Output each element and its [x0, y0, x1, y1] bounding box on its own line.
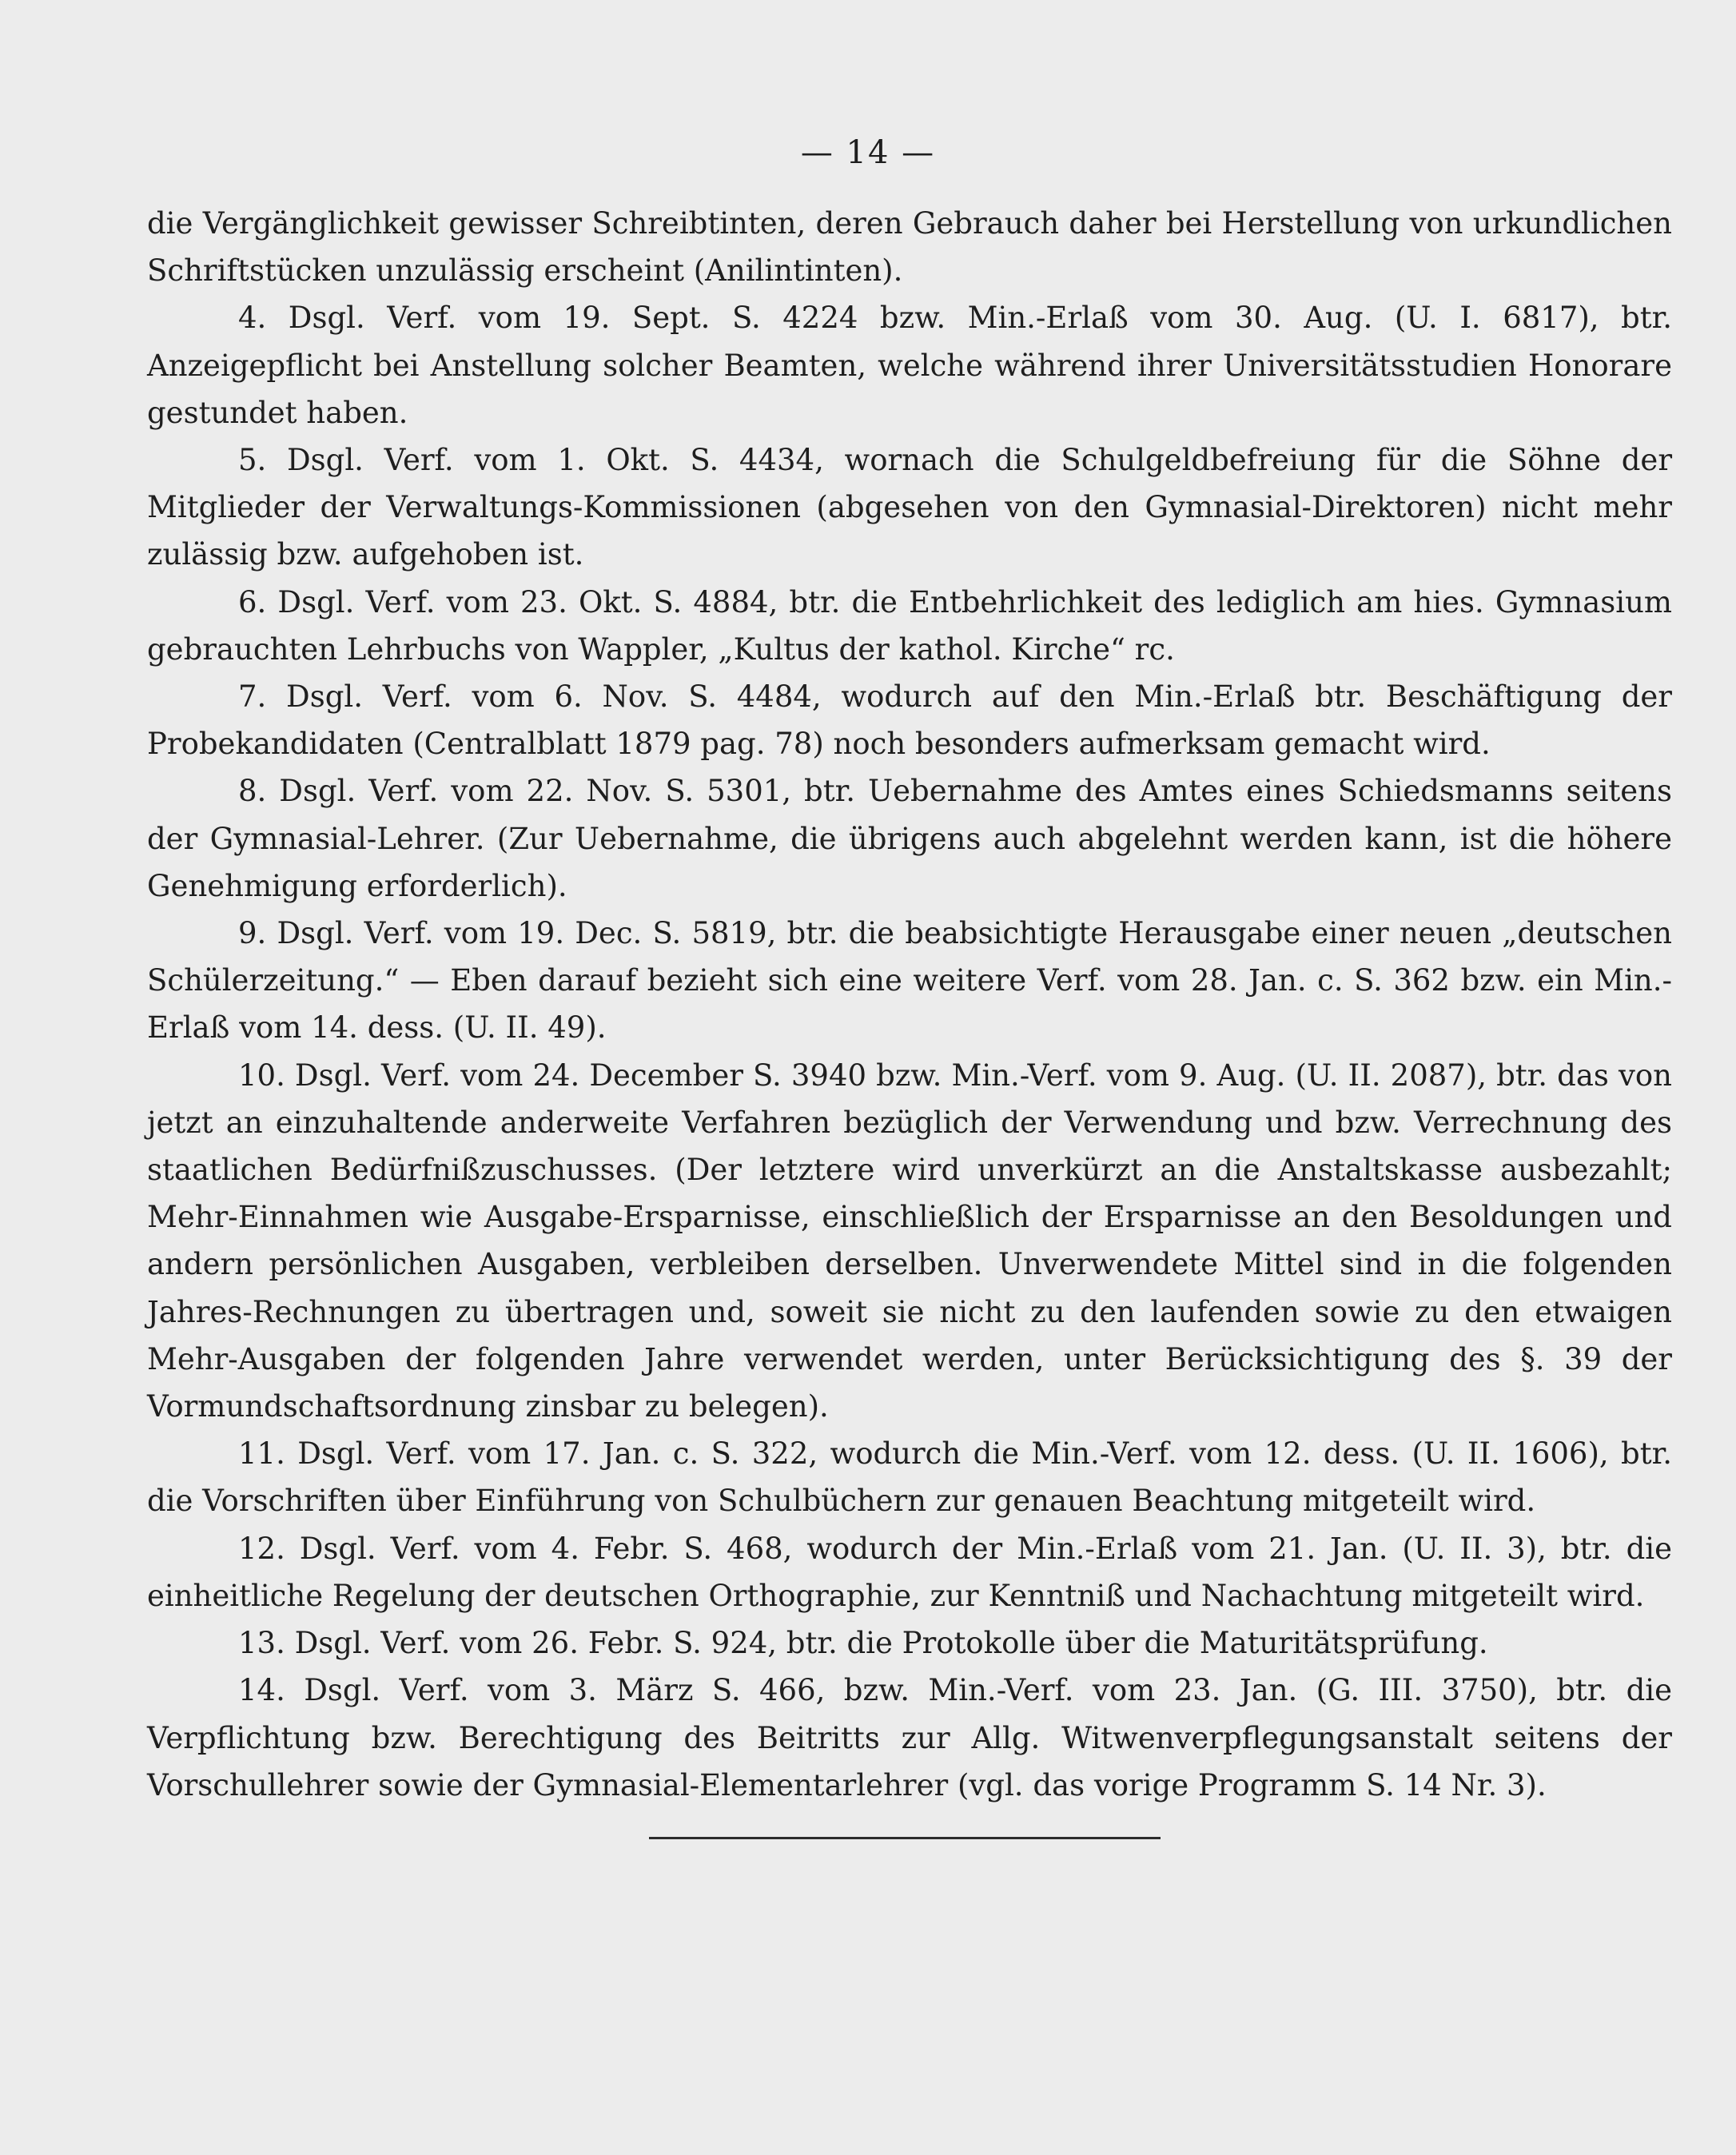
list-item-9: 9. Dsgl. Verf. vom 19. Dec. S. 5819, btr. die beabsichtigte Herausgabe einer neuen „deutschen Schülerzeitung.“ — Eben darauf bezieht sich eine weitere Verf. vom 28. Jan. c. S. 362 bzw. ein Min.-Erlaß vom 14. dess. (U. II. 49).	[147, 916, 1672, 1046]
list-item-11: 11. Dsgl. Verf. vom 17. Jan. c. S. 322, wodurch die Min.-Verf. vom 12. dess. (U. II. 1606), btr. die Vorschriften über Einführung von Schulbüchern zur genauen Beachtung mitgeteilt wird.	[147, 1436, 1672, 1519]
closing-rule	[649, 1837, 1161, 1839]
list-item-7: 7. Dsgl. Verf. vom 6. Nov. S. 4484, wodurch auf den Min.-Erlaß btr. Beschäftigung der Probekandidaten (Centralblatt 1879 pag. 78) noch besonders aufmerksam gemacht wird.	[147, 679, 1672, 762]
page-number: — 14 —	[800, 134, 936, 171]
list-item-13: 13. Dsgl. Verf. vom 26. Febr. S. 924, btr. die Protokolle über die Maturitätsprüfung.	[238, 1626, 1488, 1661]
list-item-12: 12. Dsgl. Verf. vom 4. Febr. S. 468, wodurch der Min.-Erlaß vom 21. Jan. (U. II. 3), btr. die einheitliche Regelung der deutschen Orthographie, zur Kenntniß und Nachachtung mitgeteilt wird.	[147, 1531, 1672, 1613]
list-item-6: 6. Dsgl. Verf. vom 23. Okt. S. 4884, btr. die Entbehrlichkeit des lediglich am hies. Gymnasium gebrauchten Lehrbuchs von Wappler, „Kultus der kathol. Kirche“ rc.	[147, 584, 1672, 667]
list-item-14: 14. Dsgl. Verf. vom 3. März S. 466, bzw. Min.-Verf. vom 23. Jan. (G. III. 3750), btr. die Verpflichtung bzw. Berechtigung des Beitritts zur Allg. Witwenverpflegungsanstalt seitens der Vorschullehrer sowie der Gymnasial-Elementarlehrer (vgl. das vorige Programm S. 14 Nr. 3).	[147, 1673, 1672, 1802]
intro-paragraph: die Vergänglichkeit gewisser Schreibtinten, deren Gebrauch daher bei Herstellung von urkundlichen Schriftstücken unzulässig erscheint (Anilintinten).	[147, 206, 1672, 289]
list-item-8: 8. Dsgl. Verf. vom 22. Nov. S. 5301, btr. Uebernahme des Amtes eines Schiedsmanns seitens der Gymnasial-Lehrer. (Zur Uebernahme, die übrigens auch abgelehnt werden kann, ist die höhere Genehmigung erforderlich).	[147, 774, 1672, 903]
list-item-4: 4. Dsgl. Verf. vom 19. Sept. S. 4224 bzw. Min.-Erlaß vom 30. Aug. (U. I. 6817), btr. Anzeigepflicht bei Anstellung solcher Beamten, welche während ihrer Universitätsstudien Honorare gestundet haben.	[147, 301, 1672, 430]
list-item-5: 5. Dsgl. Verf. vom 1. Okt. S. 4434, wornach die Schulgeldbefreiung für die Söhne der Mitglieder der Verwaltungs-Kommissionen (abgesehen von den Gymnasial-Direktoren) nicht mehr zulässig bzw. aufgehoben ist.	[147, 443, 1672, 572]
body-text	[147, 200, 1672, 1809]
list-item-10: 10. Dsgl. Verf. vom 24. December S. 3940 bzw. Min.-Verf. vom 9. Aug. (U. II. 2087), btr. das von jetzt an einzuhaltende anderweite Verfahren bezüglich der Verwendung und bzw. Verrechnung des staatlichen Bedürfnißzuschusses. (Der letztere wird unverkürzt an die Anstaltskasse ausbezahlt; Mehr-Einnahmen wie Ausgabe-Ersparnisse, einschließlich der Ersparnisse an den Besoldungen und andern persönlichen Ausgaben, verbleiben derselben. Unverwendete Mittel sind in die folgenden Jahres-Rechnungen zu übertragen und, soweit sie nicht zu den laufenden sowie zu den etwaigen Mehr-Ausgaben der folgenden Jahre verwendet werden, unter Berücksichtigung des §. 39 der Vormundschaftsordnung zinsbar zu belegen).	[147, 1058, 1672, 1424]
